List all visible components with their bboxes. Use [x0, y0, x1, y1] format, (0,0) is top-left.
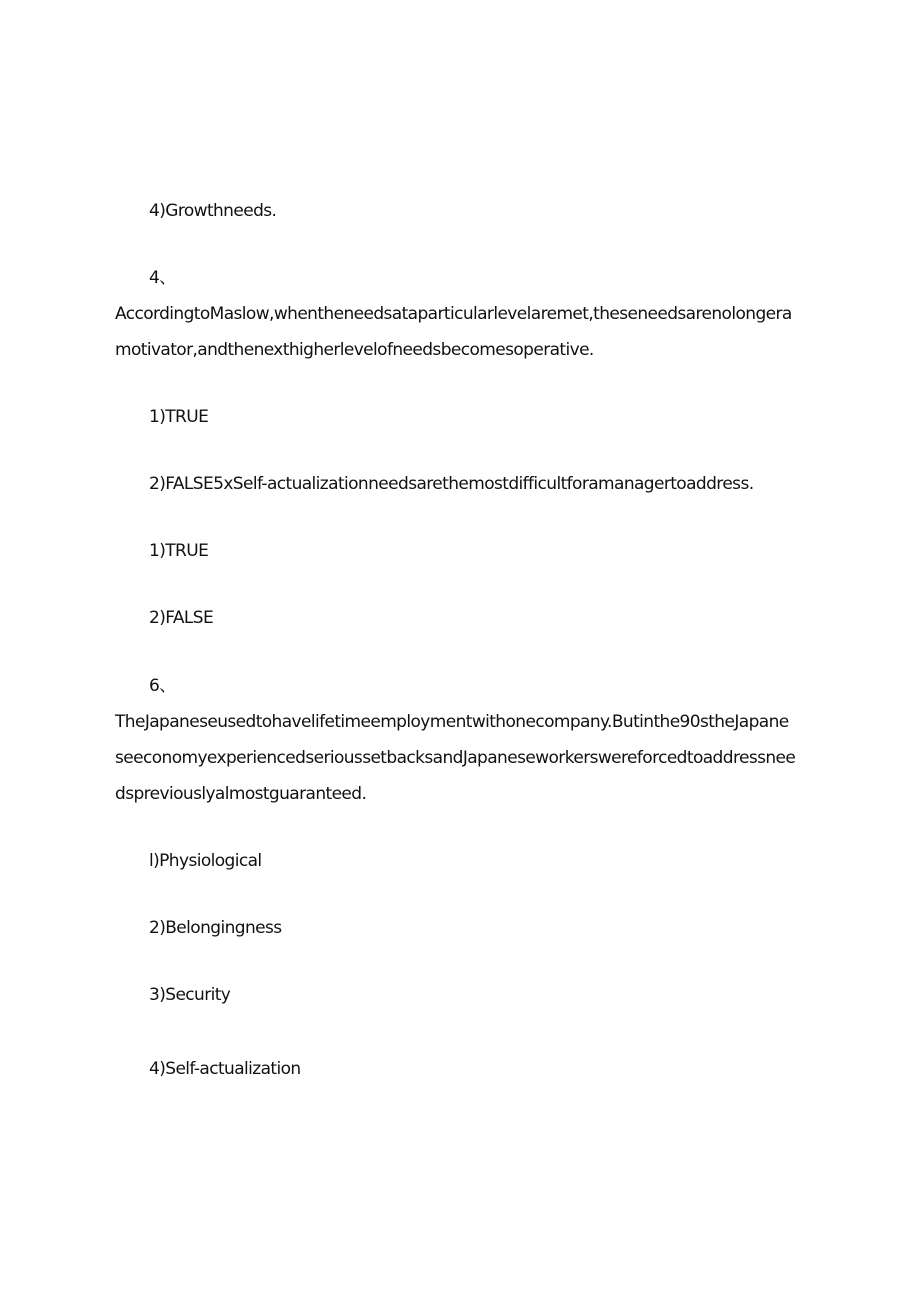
- question-6-text-line-2: seeconomyexperiencedserioussetbacksandJapaneseworkerswereforcedtoaddressnee: [115, 748, 796, 768]
- question-4-number: 4、: [149, 268, 176, 288]
- question-4-text-line-2: motivator,andthenexthigherlevelofneedsbecomesoperative.: [115, 340, 594, 360]
- question-6-text-line-3: dspreviouslyalmostguaranteed.: [115, 784, 367, 804]
- question-6-text-line-1: TheJapaneseusedtohavelifetimeemploymentwithonecompany.Butinthe90stheJapane: [115, 712, 789, 732]
- option-false-question-5: 2)FALSE5хSelf-actualizationneedsarethemostdifficultforamanagertoaddress.: [149, 474, 754, 494]
- option-belongingness: 2)Belongingness: [149, 918, 282, 938]
- question-4-text-line-1: AccordingtoMaslow,whentheneedsataparticularlevelaremet,theseneedsarenolongera: [115, 304, 792, 324]
- option-physiological: l)Physiological: [149, 851, 262, 871]
- option-growth-needs: 4)Growthneeds.: [149, 201, 277, 221]
- question-6-number: 6、: [149, 676, 176, 696]
- option-false: 2)FALSE: [149, 608, 214, 628]
- option-security: 3)Security: [149, 985, 231, 1005]
- option-true: 1)TRUE: [149, 541, 209, 561]
- option-self-actualization: 4)Self-actualization: [149, 1059, 301, 1079]
- option-true: 1)TRUE: [149, 407, 209, 427]
